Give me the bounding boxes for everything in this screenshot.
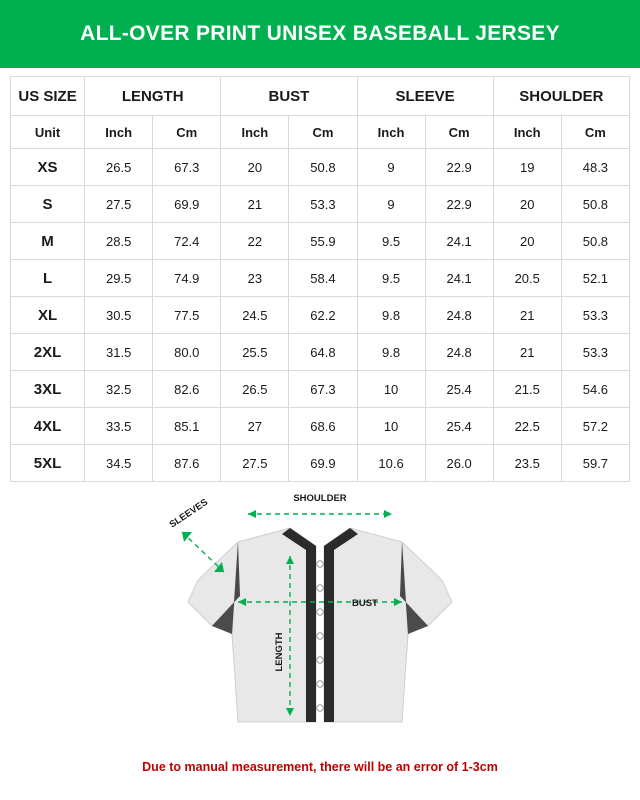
measure-cell: 9 (357, 149, 425, 186)
measure-cell: 21 (221, 186, 289, 223)
measure-cell: 50.8 (561, 223, 629, 260)
size-label: 5XL (11, 445, 85, 482)
unit-cell: Inch (85, 116, 153, 149)
size-table (10, 76, 630, 482)
size-table-container (0, 68, 640, 482)
table-row (11, 371, 630, 408)
measure-cell: 22.9 (425, 149, 493, 186)
measure-cell: 69.9 (289, 445, 357, 482)
unit-cell: Inch (357, 116, 425, 149)
measure-cell: 9.5 (357, 223, 425, 260)
measure-cell: 21.5 (493, 371, 561, 408)
measure-cell: 68.6 (289, 408, 357, 445)
size-label: XS (11, 149, 85, 186)
measure-cell: 25.5 (221, 334, 289, 371)
measure-cell: 10 (357, 408, 425, 445)
unit-cell: Inch (493, 116, 561, 149)
measure-cell: 32.5 (85, 371, 153, 408)
measure-cell: 19 (493, 149, 561, 186)
measure-cell: 55.9 (289, 223, 357, 260)
measure-cell: 64.8 (289, 334, 357, 371)
size-label: 4XL (11, 408, 85, 445)
measure-cell: 72.4 (153, 223, 221, 260)
label-length: LENGTH (274, 632, 285, 672)
measure-cell: 23 (221, 260, 289, 297)
label-bust: BUST (352, 598, 378, 609)
group-header-cell: LENGTH (85, 77, 221, 116)
measure-cell: 10 (357, 371, 425, 408)
table-row (11, 297, 630, 334)
size-label: S (11, 186, 85, 223)
unit-cell: Cm (425, 116, 493, 149)
measure-cell: 67.3 (289, 371, 357, 408)
size-label: M (11, 223, 85, 260)
size-label: XL (11, 297, 85, 334)
measure-cell: 24.1 (425, 223, 493, 260)
unit-cell: Inch (221, 116, 289, 149)
measure-cell: 53.3 (561, 334, 629, 371)
measure-cell: 57.2 (561, 408, 629, 445)
table-row (11, 334, 630, 371)
measure-cell: 24.5 (221, 297, 289, 334)
measure-cell: 9.8 (357, 297, 425, 334)
measure-cell: 28.5 (85, 223, 153, 260)
table-row (11, 149, 630, 186)
group-header-cell: US SIZE (11, 77, 85, 116)
measure-cell: 48.3 (561, 149, 629, 186)
size-label: L (11, 260, 85, 297)
size-label: 3XL (11, 371, 85, 408)
measure-cell: 30.5 (85, 297, 153, 334)
measure-cell: 62.2 (289, 297, 357, 334)
measure-cell: 20 (221, 149, 289, 186)
measure-cell: 50.8 (289, 149, 357, 186)
measure-cell: 22.5 (493, 408, 561, 445)
group-header-cell: SHOULDER (493, 77, 629, 116)
table-group-header-row (11, 77, 630, 116)
measure-cell: 26.5 (221, 371, 289, 408)
jersey-diagram-svg (120, 484, 520, 744)
measure-cell: 10.6 (357, 445, 425, 482)
unit-header-cell: Unit (11, 116, 85, 149)
measure-cell: 54.6 (561, 371, 629, 408)
group-header-cell: BUST (221, 77, 357, 116)
measure-cell: 69.9 (153, 186, 221, 223)
measure-cell: 21 (493, 297, 561, 334)
unit-cell: Cm (289, 116, 357, 149)
header-banner (0, 0, 640, 68)
measure-cell: 67.3 (153, 149, 221, 186)
measure-cell: 24.8 (425, 297, 493, 334)
measure-cell: 59.7 (561, 445, 629, 482)
measure-cell: 22 (221, 223, 289, 260)
measure-cell: 22.9 (425, 186, 493, 223)
jersey-garment (188, 528, 452, 722)
measure-cell: 53.3 (289, 186, 357, 223)
measure-cell: 23.5 (493, 445, 561, 482)
table-row (11, 186, 630, 223)
measure-cell: 31.5 (85, 334, 153, 371)
measure-cell: 20.5 (493, 260, 561, 297)
table-row (11, 445, 630, 482)
measure-cell: 20 (493, 186, 561, 223)
measure-cell: 27.5 (221, 445, 289, 482)
measure-cell: 26.0 (425, 445, 493, 482)
measure-cell: 87.6 (153, 445, 221, 482)
measure-cell: 77.5 (153, 297, 221, 334)
measure-cell: 80.0 (153, 334, 221, 371)
size-label: 2XL (11, 334, 85, 371)
measure-cell: 24.1 (425, 260, 493, 297)
measure-cell: 9 (357, 186, 425, 223)
table-row (11, 223, 630, 260)
measure-cell: 53.3 (561, 297, 629, 334)
measure-cell: 52.1 (561, 260, 629, 297)
measure-cell: 34.5 (85, 445, 153, 482)
measure-cell: 25.4 (425, 408, 493, 445)
measure-cell: 58.4 (289, 260, 357, 297)
measure-cell: 9.5 (357, 260, 425, 297)
measure-cell: 26.5 (85, 149, 153, 186)
measure-cell: 50.8 (561, 186, 629, 223)
measure-cell: 20 (493, 223, 561, 260)
measurement-note: Due to manual measurement, there will be an error of 1-3cm (142, 760, 498, 774)
jersey-illustration (0, 482, 640, 760)
measure-cell: 9.8 (357, 334, 425, 371)
unit-cell: Cm (153, 116, 221, 149)
table-unit-row (11, 116, 630, 149)
measure-cell: 27 (221, 408, 289, 445)
table-row (11, 260, 630, 297)
measure-cell: 74.9 (153, 260, 221, 297)
unit-cell: Cm (561, 116, 629, 149)
label-sleeves: SLEEVES (167, 496, 211, 531)
measure-cell: 24.8 (425, 334, 493, 371)
measure-cell: 29.5 (85, 260, 153, 297)
page-title: ALL-OVER PRINT UNISEX BASEBALL JERSEY (80, 22, 560, 45)
measure-cell: 33.5 (85, 408, 153, 445)
measure-cell: 82.6 (153, 371, 221, 408)
measure-cell: 25.4 (425, 371, 493, 408)
measure-cell: 85.1 (153, 408, 221, 445)
label-shoulder: SHOULDER (293, 493, 347, 504)
table-row (11, 408, 630, 445)
group-header-cell: SLEEVE (357, 77, 493, 116)
measure-cell: 27.5 (85, 186, 153, 223)
measure-cell: 21 (493, 334, 561, 371)
